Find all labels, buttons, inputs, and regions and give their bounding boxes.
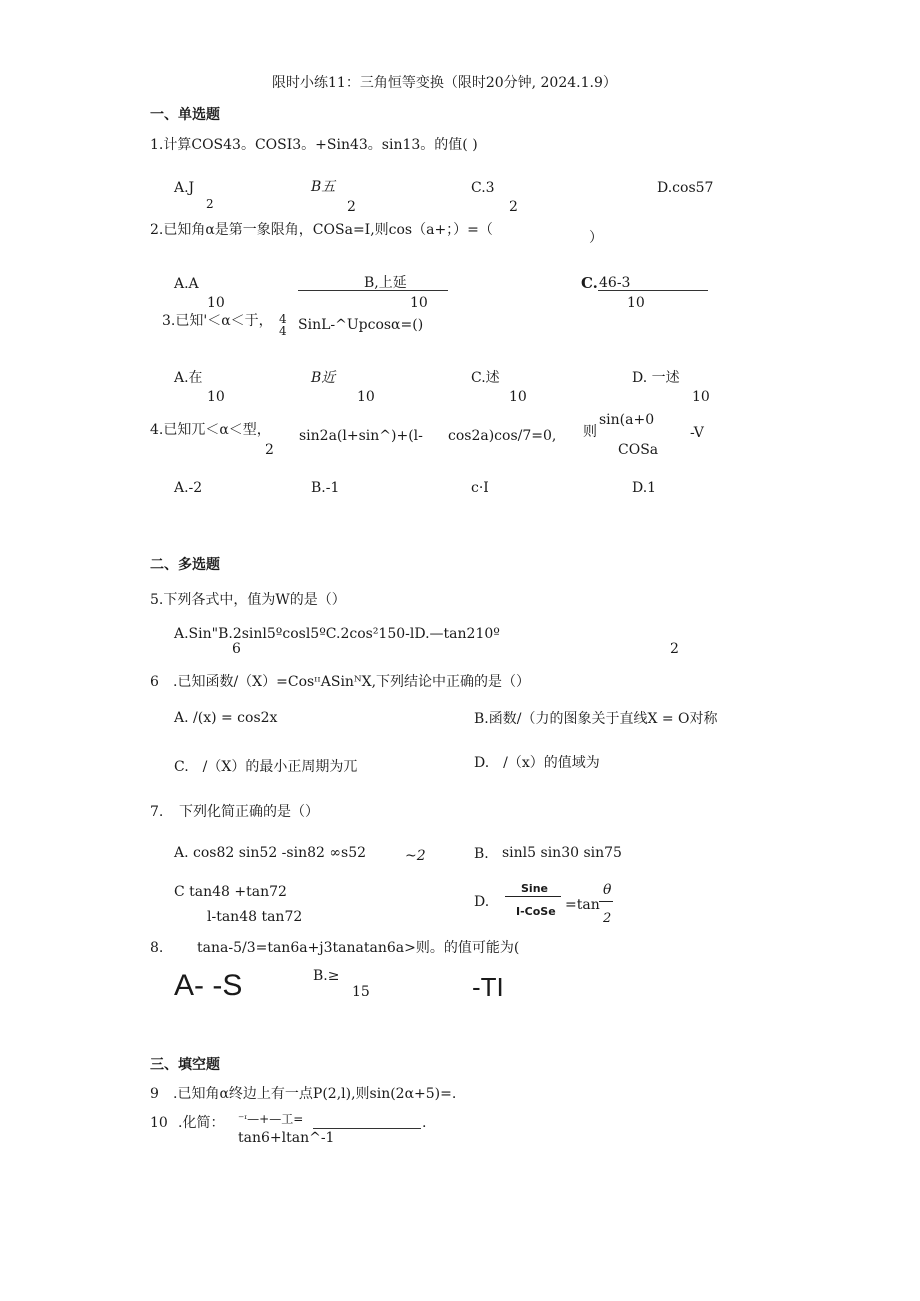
q3-option-c: C.述 [471, 370, 500, 386]
q5-sub-1: 6 [232, 641, 241, 657]
question-1-stem: 1.计算COS43。COSI3。+Sin43。sin13。的值( ) [150, 137, 478, 153]
q6-option-a: A. /(x) = cos2x [174, 710, 278, 726]
q4-then: 则 [583, 424, 597, 440]
q3-option-d-sub: 10 [692, 389, 710, 405]
q7-option-d-eq: =tan [565, 897, 600, 913]
q3-frac-top: 4 [279, 312, 287, 326]
q2-option-c: 46-3 [599, 275, 631, 291]
q4-stem-sub: 2 [265, 442, 274, 458]
q1-option-b-sub: 2 [347, 199, 356, 215]
q1-option-a-sub: 2 [206, 197, 214, 211]
question-4-stem: 4.已知兀＜α＜型， [150, 422, 271, 438]
q6-option-b: B.函数/（力的图象关于直线X = O对称 [474, 711, 718, 727]
q4-tail: -V [690, 425, 704, 441]
question-7-number: 7. [150, 804, 164, 820]
question-8-stem: tana-5/3=tan6a+j3tanatan6a>则。的值可能为( [197, 940, 520, 956]
q4-fraction-numerator: sin(a+0 [599, 412, 655, 428]
q8-option-b-sub: 15 [352, 984, 370, 1000]
q7-option-d-theta: θ [603, 882, 612, 898]
q2-option-b: B,上延 [364, 275, 407, 291]
question-6-stem: .已知函数/（X）=CosᶦᶦASinᴺX,下列结论中正确的是（） [173, 674, 531, 690]
q10-fraction-numerator: ⁻ᶦ—+—工= [238, 1112, 304, 1126]
q5-sub-2: 2 [670, 641, 679, 657]
q7-option-a: A. cos82 sin52 -sin82 ∞s52 [174, 845, 367, 861]
q2-option-b-sub: 10 [410, 295, 428, 311]
section-heading-multi: 二、多选题 [150, 557, 220, 573]
q8-option-b: B.≥ [313, 968, 340, 984]
q8-option-a: A- -S [174, 969, 243, 1002]
q1-option-b: B五 [311, 179, 336, 195]
q3-option-d: D. 一述 [632, 370, 680, 386]
question-5-stem: 5.下列各式中，值为W的是（） [150, 592, 346, 608]
q7-option-d-denominator: I-CoSe [516, 905, 556, 918]
q1-option-c-sub: 2 [509, 199, 518, 215]
q10-answer-blank[interactable] [313, 1128, 421, 1129]
q4-fraction-denominator: COSa [618, 442, 659, 458]
question-8-number: 8. [150, 940, 164, 956]
q7-option-c-denominator: l-tan48 tan72 [207, 909, 303, 925]
q7-option-b: sinl5 sin30 sin75 [502, 845, 622, 861]
q3-option-a: A.在 [174, 370, 203, 386]
question-10-number: 10 [150, 1115, 168, 1131]
q7-option-d-numerator: Sine [521, 882, 548, 895]
q3-option-b: B近 [311, 370, 336, 386]
question-7-stem: 下列化简正确的是（） [179, 804, 319, 820]
q3-option-c-sub: 10 [509, 389, 527, 405]
q7-option-d-two: 2 [603, 912, 612, 922]
q7-option-d-label: D. [474, 894, 490, 910]
question-3-stem: 3.已知'＜α＜于， [162, 313, 273, 329]
q2-option-a-sub: 10 [207, 295, 225, 311]
q3-option-b-sub: 10 [357, 389, 375, 405]
q8-option-c: -TI [472, 972, 504, 1002]
q2-option-c-sub: 10 [627, 295, 645, 311]
q4-expression-1: sin2a(l+sin^)+(l- [299, 428, 423, 444]
question-10-stem: .化简： [178, 1115, 225, 1131]
q1-option-a: A.J [174, 180, 195, 196]
q4-option-c: c·I [471, 480, 489, 496]
q7-option-c: C tan48 +tan72 [174, 884, 287, 900]
q7-option-a-tail: ~2 [405, 848, 426, 864]
q4-option-b: B.-1 [311, 480, 340, 496]
q4-option-d: D.1 [632, 480, 657, 496]
q10-period: . [422, 1115, 427, 1131]
question-2-close: ） [589, 230, 603, 246]
question-9-number: 9 [150, 1086, 159, 1102]
section-heading-fill: 三、填空题 [150, 1057, 220, 1073]
q6-option-d: D. /（x）的值域为 [474, 755, 600, 771]
q10-fraction-denominator: tan6+ltan^-1 [238, 1130, 335, 1146]
section-heading-single: 一、单选题 [150, 107, 220, 123]
q4-option-a: A.-2 [174, 480, 203, 496]
q7-option-d-fraction-line [505, 896, 561, 897]
question-2-stem: 2.已知角α是第一象限角，COSa=I,则cos（a+；）=（ [150, 222, 493, 238]
q2-option-c-label: C. [581, 274, 598, 292]
q5-options: A.Sin"B.2sinl5ºcosl5ºC.2cos²150-lD.—tan210º [174, 626, 500, 642]
question-6-number: 6 [150, 674, 159, 690]
question-9-stem: .已知角α终边上有一点P(2,l),则sin(2α+5)=. [173, 1086, 457, 1102]
q2-option-a: A.A [174, 276, 199, 292]
q7-option-b-label: B. [474, 846, 489, 862]
q1-option-d: D.cos57 [657, 180, 714, 196]
q4-expression-2: cos2a)cos/7=0, [448, 428, 557, 444]
q1-option-c: C.3 [471, 180, 495, 196]
q7-option-d-theta-line [599, 901, 613, 902]
page-title: 限时小练11：三角恒等变换（限时20分钟, 2024.1.9） [272, 75, 617, 91]
q6-option-c: C. /（X）的最小正周期为兀 [174, 759, 358, 775]
q3-expression: SinL-^Upcosα=() [298, 317, 424, 333]
q3-option-a-sub: 10 [207, 389, 225, 405]
q3-frac-bot: 4 [279, 324, 287, 338]
